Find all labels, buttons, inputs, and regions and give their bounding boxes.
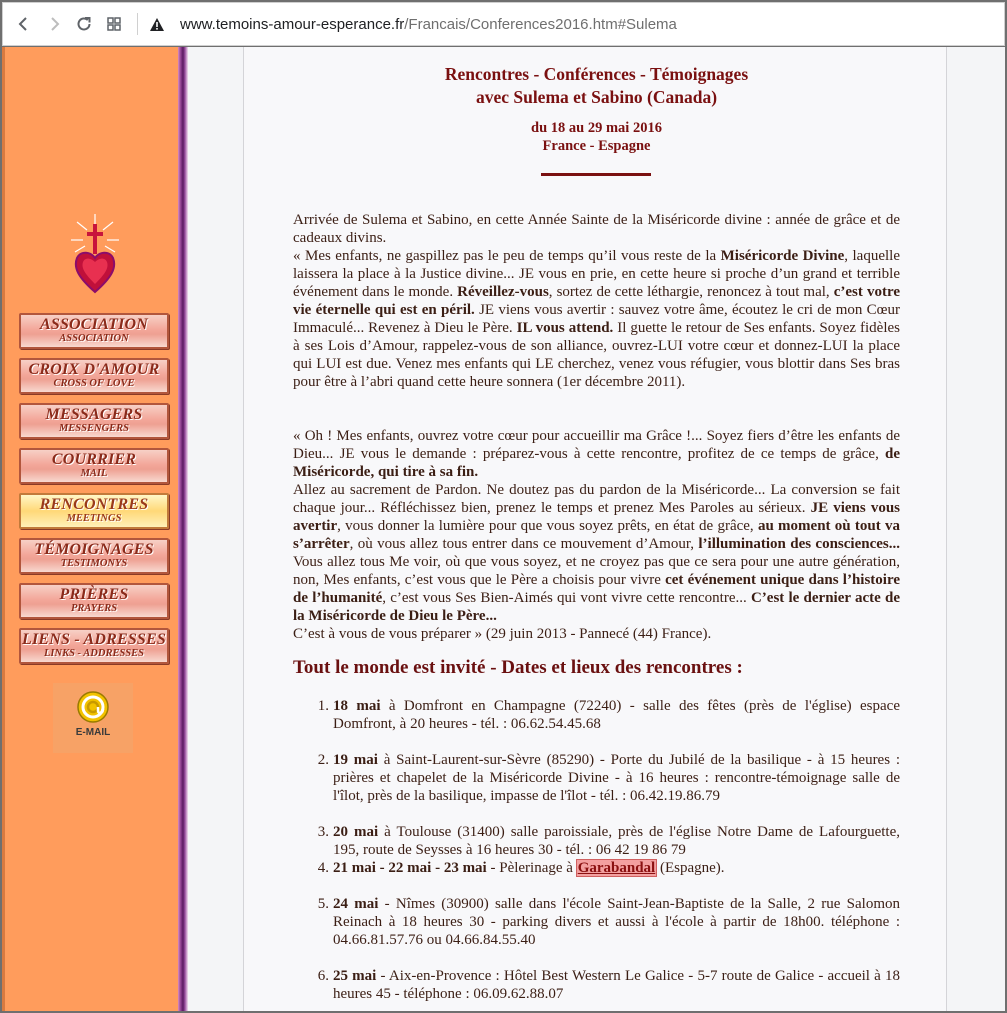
list-item xyxy=(293,697,900,733)
para-bold: au moment où tout va s’arrêter xyxy=(293,518,900,552)
list-item xyxy=(293,823,900,859)
garabandal-link[interactable]: Garabandal xyxy=(577,860,656,876)
menu-sub-label: ASSOCIATION xyxy=(59,333,129,345)
menu-temoignages-button[interactable] xyxy=(19,538,169,574)
menu-sub-label: TESTIMONYS xyxy=(60,558,128,570)
email-at-icon xyxy=(75,689,111,725)
intro-paragraph xyxy=(293,211,900,391)
email-label: E-MAIL xyxy=(75,727,111,738)
forward-icon[interactable] xyxy=(39,9,69,39)
page-title xyxy=(293,63,900,109)
dates-line-2: France - Espagne xyxy=(542,138,651,154)
event-text-after: (Espagne). xyxy=(656,860,725,876)
menu-main-label: CROIX D'AMOUR xyxy=(28,361,160,379)
list-number: 6. xyxy=(317,968,329,984)
list-number: 5. xyxy=(317,896,329,912)
email-link[interactable] xyxy=(53,683,133,753)
back-icon[interactable] xyxy=(9,9,39,39)
list-item xyxy=(293,895,900,949)
menu-sub-label: MEETINGS xyxy=(66,513,122,525)
event-text: à Saint-Laurent-sur-Sèvre (85290) - Porte du Jubilé de la basilique - à 15 heures : prières et chapelet de la Miséricorde Divine - à 16 heures : rencontre-témoignage salle de l'îlot, près de la basilique, impasse de l'îlot - tél. : 06.42.19.86.79 xyxy=(333,752,901,804)
para-text: C’est à vous de vous préparer » (29 juin 2013 - Pannecé (44) France). xyxy=(293,626,712,642)
title-line-2: avec Sulema et Sabino (Canada) xyxy=(475,87,718,107)
para-bold: IL vous attend. xyxy=(516,320,614,336)
menu-croix-damour-button[interactable] xyxy=(19,358,169,394)
list-number: 3. xyxy=(317,824,329,840)
para-text: « Mes enfants, ne gaspillez pas le peu de temps qu’il vous reste de la xyxy=(293,248,721,264)
menu-messagers-button[interactable] xyxy=(19,403,169,439)
para-text: Il guette le retour de Ses enfants. Soyez fidèles à ses Lois d’Amour, rappelez-vous de son alliance, ouvrez-LUI votre cœur et donnez-LUI la place qui LUI est due. Venez mes enfants qui LE cherchez, venez vous réfugier, vous blottir dans Ses bras pour être à l’abri quand cette heure sonnera (1er décembre 2011). xyxy=(293,320,901,390)
menu-sub-label: MAIL xyxy=(80,468,108,480)
menu-association-button[interactable] xyxy=(19,313,169,349)
para-text: , c’est vous Ses Bien-Aimés qui vont vivre cette rencontre... xyxy=(382,590,751,606)
sidebar-divider xyxy=(178,47,188,1011)
sacred-heart-logo xyxy=(67,212,123,294)
para-bold: Réveillez-vous xyxy=(457,284,549,300)
menu-sub-label: CROSS OF LOVE xyxy=(53,378,135,390)
event-date: 18 mai xyxy=(333,698,381,714)
event-text: à Toulouse (31400) salle paroissiale, près de l'église Notre Dame de Lafourguette, 195, route de Seysses à 16 heures 30 - tél. : 06 42 19 86 79 xyxy=(333,824,900,858)
reload-icon[interactable] xyxy=(69,9,99,39)
browser-toolbar xyxy=(2,2,1005,46)
menu-sub-label: PRAYERS xyxy=(70,603,118,615)
para-bold: l’illumination des consciences... xyxy=(698,536,900,552)
event-dates xyxy=(293,119,900,155)
menu-liens-adresses-button[interactable] xyxy=(19,628,169,664)
para-text: , vous donner la lumière pour que vous soyez prêts, en état de grâce, xyxy=(337,518,758,534)
title-line-1: Rencontres - Conférences - Témoignages xyxy=(444,64,749,84)
event-date: 24 mai xyxy=(333,896,379,912)
web-page xyxy=(2,47,1005,1011)
menu-main-label: RENCONTRES xyxy=(39,496,149,514)
list-item xyxy=(293,967,900,1003)
menu-main-label: LIENS - ADRESSES xyxy=(22,631,166,649)
sidebar xyxy=(2,47,178,1011)
para-text: Vous allez tous Me voir, où que vous soyez, et ne croyez pas que ce sera pour une autre génération, non, Mes enfants, c’est vous que le Père a choisis pour vivre xyxy=(293,554,900,588)
para-bold: JE viens vous avertir xyxy=(293,500,900,534)
events-heading: Tout le monde est invité - Dates et lieux des rencontres : xyxy=(293,657,743,678)
para-text: , laquelle laissera la place à la Justice divine... JE vous en prie, en cette heure si proche d’un grand et terrible événement dans le monde. xyxy=(293,248,900,300)
dates-line-1: du 18 au 29 mai 2016 xyxy=(531,120,662,136)
list-number: 2. xyxy=(317,752,329,768)
para-bold: c’est votre vie éternelle qui est en péril. xyxy=(293,284,901,318)
address-bar[interactable] xyxy=(180,16,677,33)
url-path: /Francais/Conferences2016.htm#Sulema xyxy=(404,15,677,33)
menu-courrier-button[interactable] xyxy=(19,448,169,484)
menu-main-label: PRIÈRES xyxy=(59,586,129,604)
event-text: à Domfront en Champagne (72240) - salle des fêtes (près de l'église) espace Domfront, à 20 heures - tél. : 06.62.54.45.68 xyxy=(333,698,900,732)
menu-prieres-button[interactable] xyxy=(19,583,169,619)
title-divider xyxy=(541,173,651,176)
toolbar-divider xyxy=(137,13,138,35)
list-item xyxy=(293,751,900,805)
event-text: - Aix-en-Provence : Hôtel Best Western Le Galice - 5-7 route de Galice - accueil à 18 heures 45 - téléphone : 06.09.62.88.07 xyxy=(333,968,900,1002)
event-date: 20 mai xyxy=(333,824,379,840)
para-bold: Miséricorde Divine xyxy=(720,248,845,264)
event-text: - Pèlerinage à xyxy=(486,860,577,876)
menu-sub-label: LINKS - ADDRESSES xyxy=(44,648,144,660)
tab-grid-icon[interactable] xyxy=(99,9,129,39)
menu-main-label: ASSOCIATION xyxy=(39,316,149,334)
menu-main-label: COURRIER xyxy=(51,451,137,469)
para-text: Arrivée de Sulema et Sabino, en cette Année Sainte de la Miséricorde divine : année de grâce et de cadeaux divins. xyxy=(293,212,900,246)
menu-main-label: TÉMOIGNAGES xyxy=(34,541,154,559)
para-bold: C’est le dernier acte de la Miséricorde de Dieu le Père... xyxy=(293,590,900,624)
para-text: « Oh ! Mes enfants, ouvrez votre cœur pour accueillir ma Grâce !... Soyez fiers d’être les enfants de Dieu... JE vous le demande : préparez-vous à cette rencontre, profitez de ce temps de grâce, xyxy=(293,428,900,462)
menu-rencontres-button[interactable] xyxy=(19,493,169,529)
url-domain: www.temoins-amour-esperance.fr xyxy=(180,15,405,33)
para-bold: de Miséricorde, qui tire à sa fin. xyxy=(293,446,900,480)
event-date: 21 mai - 22 mai - 23 mai xyxy=(333,860,487,876)
para-text: Allez au sacrement de Pardon. Ne doutez pas du pardon de la Miséricorde... La conversion se fait chaque jour... Réfléchissez bien, prenez le temps et prenez Mes Paroles au sérieux. xyxy=(293,482,900,516)
event-date: 19 mai xyxy=(333,752,378,768)
list-number: 4. xyxy=(317,860,329,876)
list-item xyxy=(293,859,900,877)
para-text: , sortez de cette léthargie, renoncez à tout mal, xyxy=(548,284,834,300)
list-number: 1. xyxy=(317,698,329,714)
para-text: JE viens vous avertir : sauvez votre âme, écoutez le cri de mon Cœur Immaculé... Revenez à Dieu le Père. xyxy=(293,302,900,336)
para-bold: cet événement unique dans l’histoire de l’humanité xyxy=(293,572,900,606)
not-secure-warning-icon[interactable] xyxy=(148,15,166,33)
message-paragraph xyxy=(293,427,900,643)
event-date: 25 mai xyxy=(333,968,377,984)
menu-sub-label: MESSENGERS xyxy=(58,423,130,435)
event-text: - Nîmes (30900) salle dans l'école Saint-Jean-Baptiste de la Salle, 2 rue Salomon Reinach à 18 heures 30 - parking divers et aussi à l'école à partir de 18h00. téléphone : 04.66.81.57.76 ou 04.66.84.55.40 xyxy=(333,896,900,948)
para-text: , où vous allez tous entrer dans ce mouvement d’Amour, xyxy=(349,536,699,552)
menu-main-label: MESSAGERS xyxy=(45,406,143,424)
